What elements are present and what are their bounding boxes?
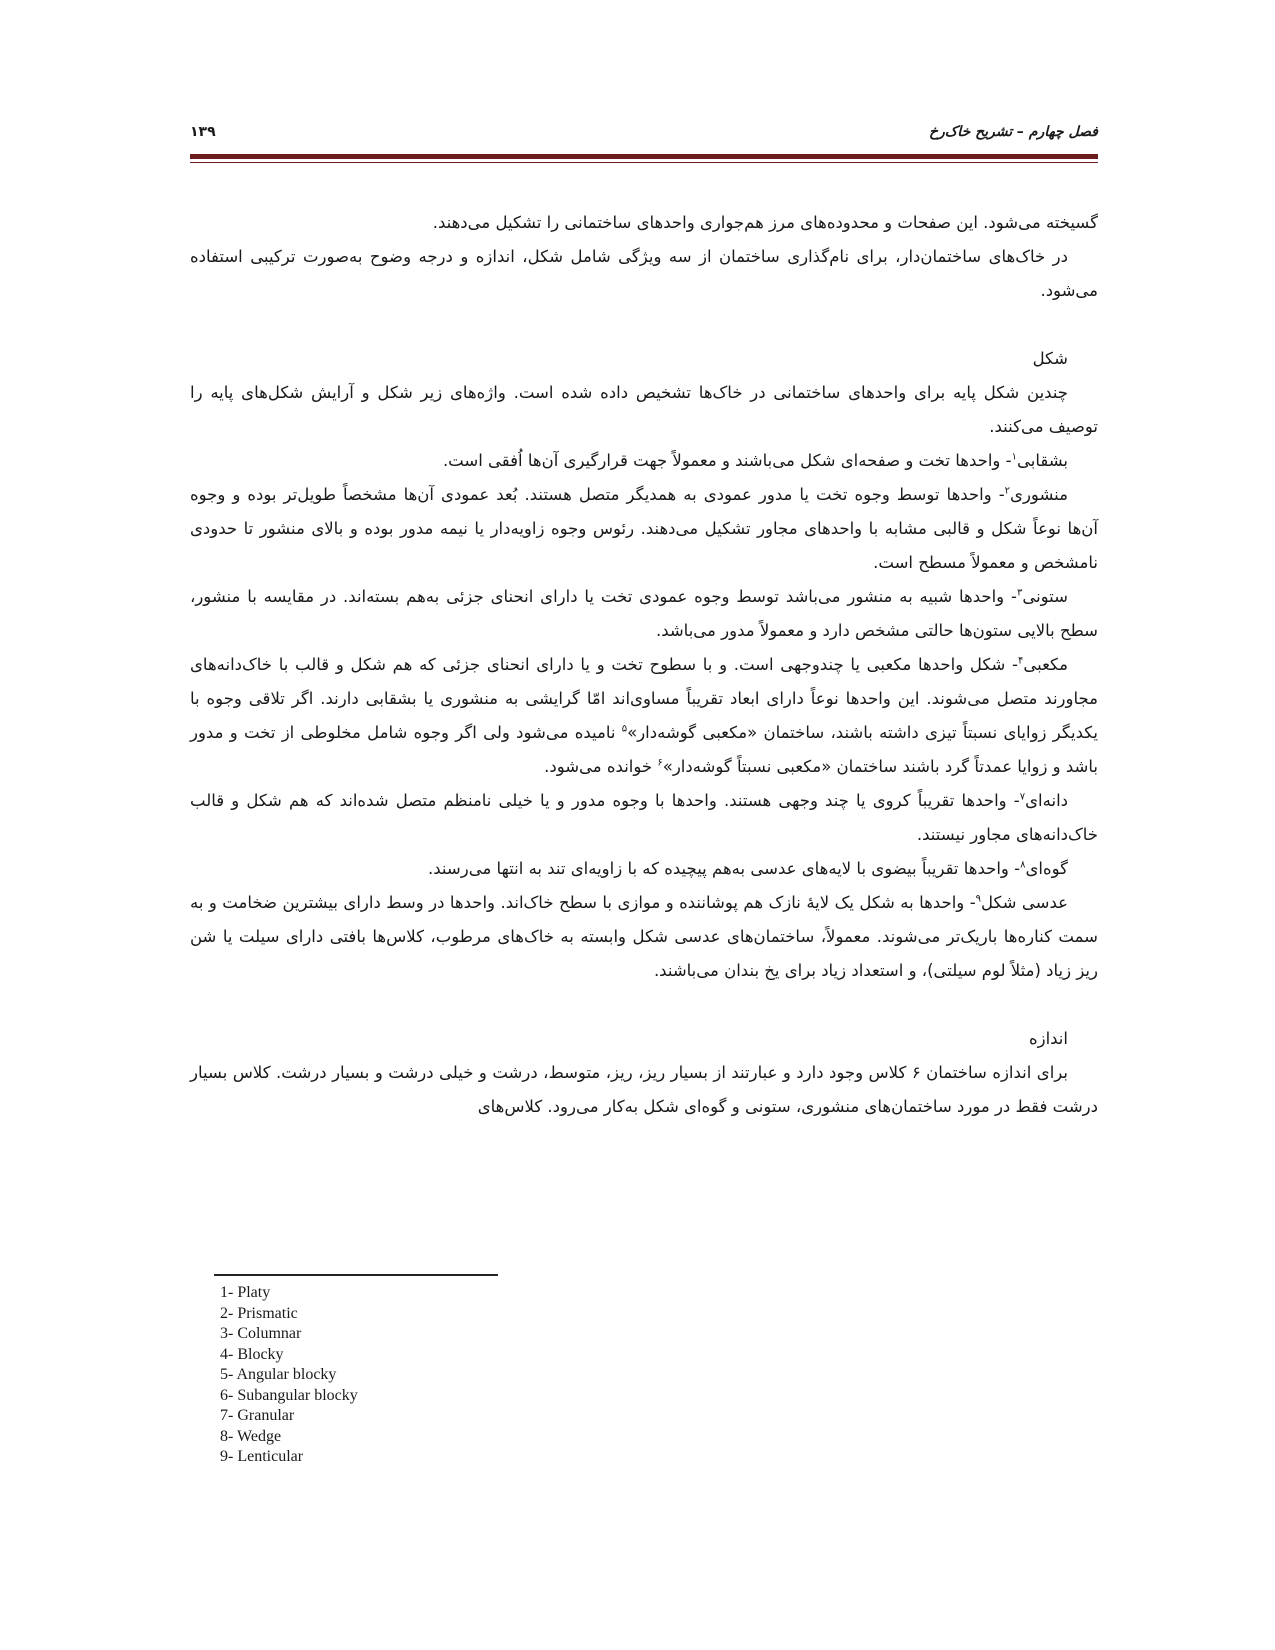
term: منشوری <box>1010 485 1068 504</box>
footnote: 2- Prismatic <box>220 1304 298 1322</box>
paragraph: در خاک‌های ساختمان‌دار، برای نام‌گذاری ساختمان از سه ویژگی شامل شکل، اندازه و درجه وضوح به‌صورت ترکیبی استفاده می‌شود. <box>190 247 1098 300</box>
footnote-ref: ۸ <box>1020 859 1026 871</box>
footnote-separator <box>214 1274 498 1276</box>
footnotes <box>220 1283 358 1468</box>
term: گوه‌ای <box>1025 859 1068 878</box>
term: ستونی <box>1022 587 1068 606</box>
definition: - واحدها تقریباً کروی یا چند وجهی هستند. واحدها با وجوه مدور و یا خیلی نامنظم متصل شده‌اند که هم شکل و قالب خاک‌دانه‌های مجاور نیستند. <box>190 791 1098 844</box>
footnote-ref: ۵ <box>621 723 628 735</box>
footnote-ref: ۹ <box>975 893 982 905</box>
footnote: 6- Subangular blocky <box>220 1386 358 1404</box>
list-item <box>190 648 1098 784</box>
footnote: 7- Granular <box>220 1407 295 1424</box>
term: دانه‌ای <box>1025 791 1068 810</box>
footnote: 5- Angular blocky <box>220 1366 337 1383</box>
paragraph: برای اندازه ساختمان ۶ کلاس وجود دارد و عبارتند از بسیار ریز، ریز، متوسط، درشت و خیلی درشت و بسیار درشت. کلاس بسیار درشت فقط در مورد ساختمان‌های منشوری، ستونی و گوه‌ای شکل به‌کار می‌رود. کلاس‌های <box>190 1063 1098 1116</box>
list-item <box>190 478 1098 580</box>
footnote-ref: ۲ <box>1004 485 1011 497</box>
chapter-title: فصل چهارم – تشریح خاک‌رخ <box>928 124 1098 140</box>
footnote: 4- Blocky <box>220 1345 284 1363</box>
term: عدسی شکل <box>981 893 1068 912</box>
footnote: 8- Wedge <box>220 1427 282 1445</box>
footnote-ref: ۱ <box>1011 451 1017 463</box>
footnote-ref: ۶ <box>657 757 663 769</box>
section-heading-shape: شکل <box>1032 349 1068 368</box>
paragraph: گسیخته می‌شود. این صفحات و محدوده‌های مرز هم‌جواری واحدهای ساختمانی را تشکیل می‌دهند. <box>432 213 1098 232</box>
footnote-ref: ۷ <box>1019 791 1026 803</box>
list-item <box>190 444 1098 478</box>
definition: - واحدها تقریباً بیضوی با لایه‌های عدسی به‌هم پیچیده که با زاویه‌ای تند به انتها می‌رسند. <box>428 859 1021 878</box>
definition-cont: نامیده می‌شود ولی اگر وجوه شامل مخلوطی از تخت و مدور باشد و زوایا عمدتاً گرد باشند ساختمان «مکعبی نسبتاً گوشه‌دار» <box>190 723 1098 776</box>
footnote-ref: ۳ <box>1016 587 1023 599</box>
header-rule-thin <box>190 162 1098 163</box>
body-text <box>190 206 1098 1124</box>
definition: - واحدها شبیه به منشور می‌باشد توسط وجوه عمودی تخت یا دارای انحنای جزئی به‌هم بسته‌اند. در مقایسه با منشور، سطح بالایی ستون‌ها حالتی مشخص دارد و معمولاً مدور می‌باشد. <box>190 587 1098 640</box>
paragraph: چندین شکل پایه برای واحدهای ساختمانی در خاک‌ها تشخیص داده شده است. واژه‌های زیر شکل و آرایش شکل‌های پایه را توصیف می‌کنند. <box>190 383 1098 436</box>
definition-cont: خوانده می‌شود. <box>544 757 658 776</box>
page-number: ۱۳۹ <box>190 124 216 140</box>
term: بشقابی <box>1016 451 1068 470</box>
definition: - واحدها توسط وجوه تخت یا مدور عمودی به همدیگر متصل هستند. بُعد عمودی آن‌ها مشخصاً طویل‌تر بوده و وجوه آن‌ها نوعاً شکل و قالبی مشابه با واحدهای مجاور تشکیل می‌دهند. رئوس وجوه زاویه‌دار یا نیمه مدور بوده و بالای منشور تا حدودی نامشخص و معمولاً مسطح است. <box>190 485 1098 572</box>
list-item <box>190 580 1098 648</box>
list-item <box>190 852 1098 886</box>
section-heading-size: اندازه <box>1028 1029 1068 1048</box>
footnote: 9- Lenticular <box>220 1448 304 1465</box>
definition: - واحدها تخت و صفحه‌ای شکل می‌باشند و معمولاً جهت قرارگیری آن‌ها اُفقی است. <box>442 451 1012 470</box>
footnote: 1- Platy <box>220 1284 271 1301</box>
term: مکعبی <box>1023 655 1068 674</box>
list-item <box>190 886 1098 988</box>
footnote-ref: ۴ <box>1017 655 1024 667</box>
footnote: 3- Columnar <box>220 1325 302 1342</box>
list-item <box>190 784 1098 852</box>
page-header <box>190 124 1098 144</box>
definition: - واحدها به شکل یک لایۀ نازک هم پوشاننده و موازی با سطح خاک‌اند. واحدها در وسط دارای بیشترین ضخامت و به سمت کناره‌ها باریک‌تر می‌شوند. معمولاً، ساختمان‌های عدسی شکل وابسته به خاک‌های مرطوب، کلاس‌ها بافتی دارای سیلت یا شن ریز زیاد (مثلاً لوم سیلتی)، و استعداد زیاد برای یخ بندان می‌باشند. <box>190 893 1098 980</box>
header-rule-thick <box>190 154 1098 159</box>
definition: - شکل واحدها مکعبی یا چندوجهی است. و با سطوح تخت و یا دارای انحنای جزئی که هم شکل و قالب با خاک‌دانه‌های مجاورند متصل می‌شوند. این واحدها نوعاً دارای ابعاد تقریباً مساوی‌اند امّا گرایشی به منشوری یا بشقابی دارند. اگر تلاقی وجوه با یکدیگر زوایای نسبتاً تیزی داشته باشند، ساختمان «مکعبی گوشه‌دار» <box>190 655 1098 742</box>
